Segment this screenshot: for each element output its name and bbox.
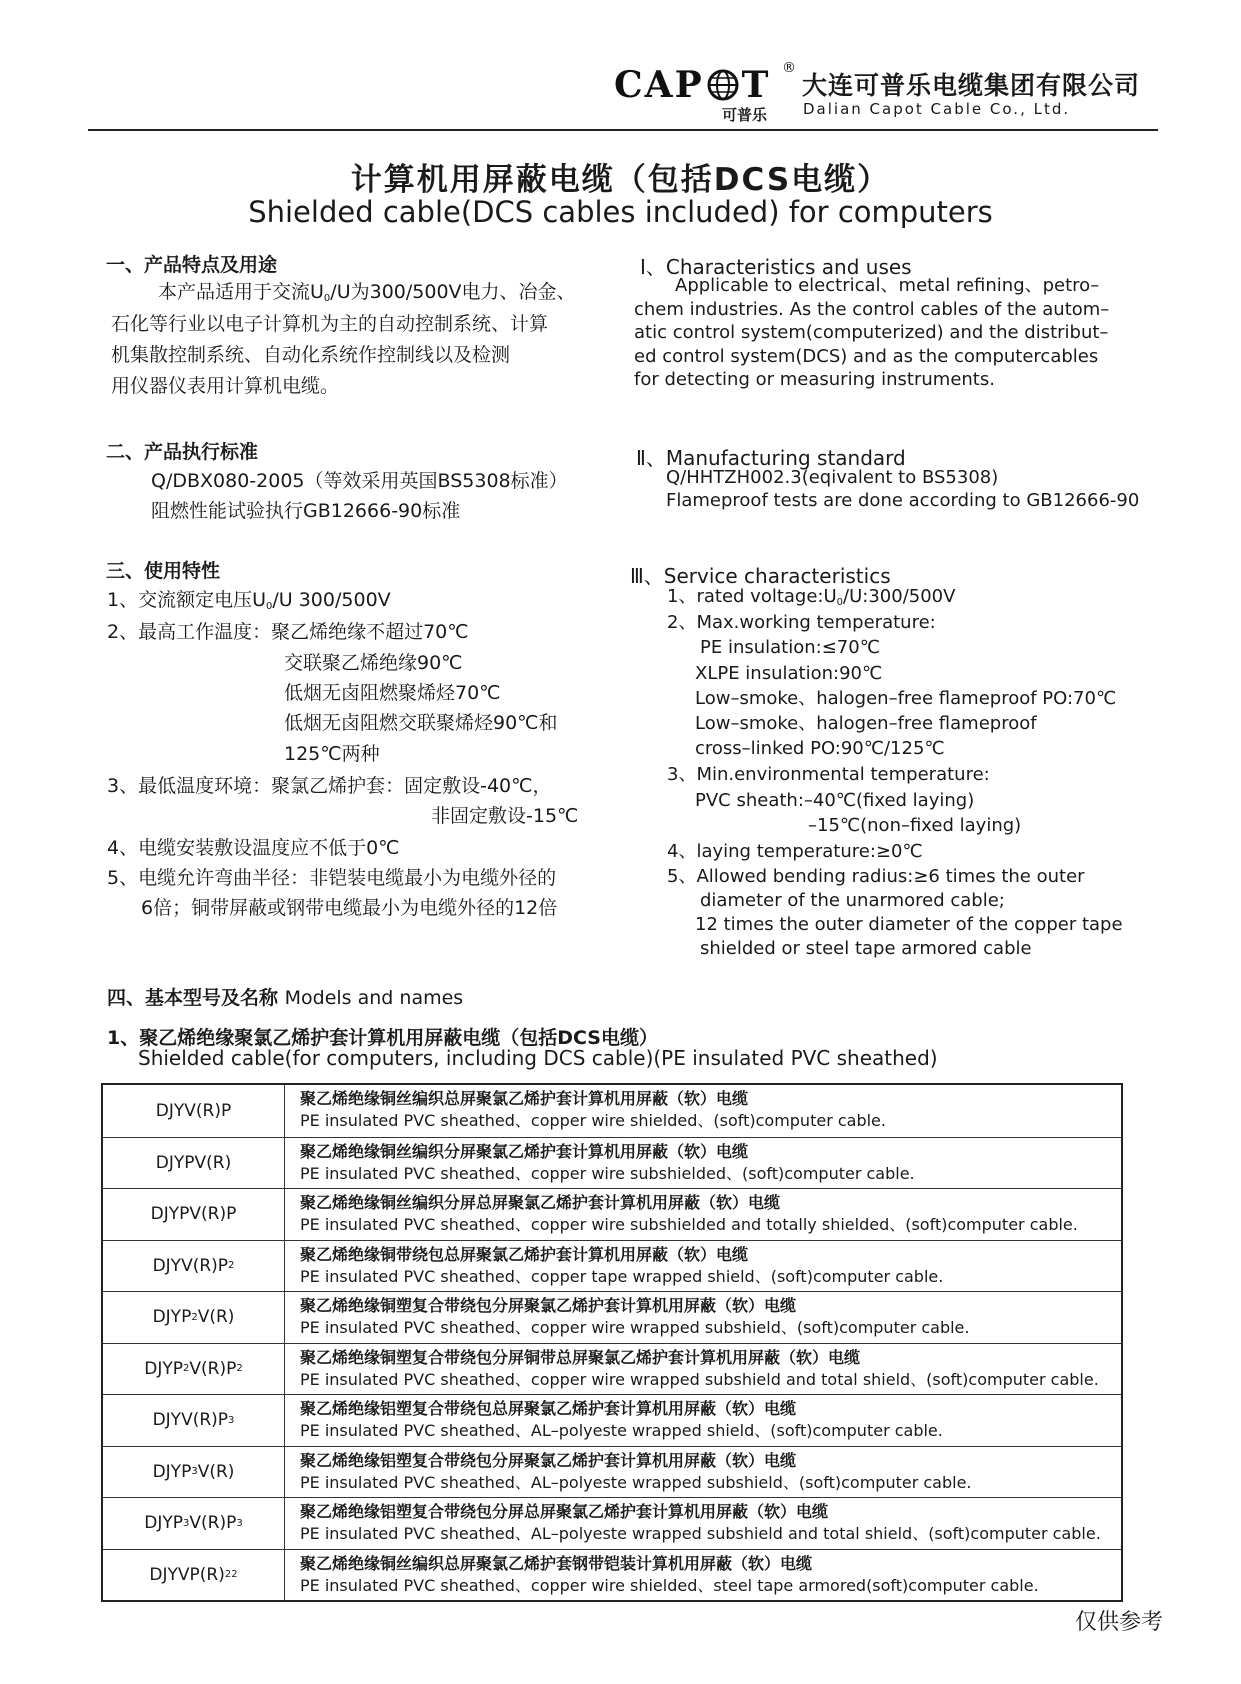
model-code: DJYPV(R) — [103, 1138, 285, 1189]
company-logo — [614, 64, 770, 106]
section4-subheading-en: Shielded cable(for computers, including DCS cable)(PE insulated PVC sheathed) — [138, 1046, 938, 1070]
model-name-en: PE insulated PVC sheathed、copper tape wrapped shield、(soft)computer cable. — [300, 1266, 944, 1286]
section3-cn-item2d: 低烟无卤阻燃交联聚烯烃90℃和 — [284, 712, 558, 734]
model-description — [300, 1295, 1117, 1338]
section1-cn-line2: 石化等行业以电子计算机为主的自动控制系统、计算 — [111, 313, 549, 335]
section1-cn-line3: 机集散控制系统、自动化系统作控制线以及检测 — [111, 344, 511, 366]
section3-en-item5c: 12 times the outer diameter of the copper tape — [695, 914, 1123, 935]
model-name-cn: 聚乙烯绝缘铜带绕包总屏聚氯乙烯护套计算机用屏蔽（软）电缆 — [300, 1244, 749, 1264]
section3-cn-item2b: 交联聚乙烯绝缘90℃ — [284, 652, 463, 674]
models-table — [101, 1083, 1123, 1602]
section3-cn-item3b: 非固定敷设-15℃ — [431, 805, 579, 827]
registered-mark: ® — [782, 60, 796, 76]
page-title-cn: 计算机用屏蔽电缆（包括DCS电缆） — [350, 162, 891, 198]
model-name-en: PE insulated PVC sheathed、copper wire subshielded、(soft)computer cable. — [300, 1163, 915, 1183]
table-row — [103, 1446, 1121, 1498]
section1-en-line2: chem industries. As the control cables of the autom– — [634, 299, 1110, 320]
section3-en-item3: 3、Min.environmental temperature: — [667, 764, 990, 785]
logo-text-left: CAP — [614, 64, 704, 106]
model-name-en: PE insulated PVC sheathed、copper wire shielded、(soft)computer cable. — [300, 1111, 886, 1130]
section3-cn-item1: 1、交流额定电压$U_0/U$ 300/500V — [107, 589, 391, 612]
logo-subtitle: 可普乐 — [722, 106, 768, 124]
section2-cn-line2: 阻燃性能试验执行GB12666-90标准 — [151, 500, 461, 522]
model-name-cn: 聚乙烯绝缘铜丝编织分屏总屏聚氯乙烯护套计算机用屏蔽（软）电缆 — [300, 1193, 781, 1212]
logo-text-right: T — [741, 64, 771, 106]
section1-cn-line4: 用仪器仪表用计算机电缆。 — [111, 375, 340, 397]
model-name-cn: 聚乙烯绝缘铝塑复合带绕包总屏聚氯乙烯护套计算机用屏蔽（软）电缆 — [300, 1399, 797, 1418]
section3-en-item2d: Low–smoke、halogen–free flameproof PO:70℃ — [695, 688, 1117, 709]
table-row — [103, 1137, 1121, 1189]
model-code: DJYV(R)P 2 — [103, 1241, 285, 1292]
model-description — [300, 1501, 1117, 1544]
section3-en-item5b: diameter of the unarmored cable; — [700, 890, 1005, 911]
section3-heading-en: Ⅲ、Service characteristics — [630, 564, 891, 588]
model-name-cn: 聚乙烯绝缘铜丝编织总屏聚氯乙烯护套钢带铠装计算机用屏蔽（软）电缆 — [300, 1553, 813, 1573]
model-name-cn: 聚乙烯绝缘铜塑复合带绕包分屏聚氯乙烯护套计算机用屏蔽（软）电缆 — [300, 1296, 797, 1315]
section3-en-item2c: XLPE insulation:90℃ — [695, 663, 883, 684]
section3-cn-item2: 2、最高工作温度：聚乙烯绝缘不超过70℃ — [107, 621, 469, 643]
section3-cn-item5: 5、电缆允许弯曲半径：非铠装电缆最小为电缆外径的 — [107, 867, 557, 889]
table-row — [103, 1549, 1121, 1601]
section3-en-item2: 2、Max.working temperature: — [667, 612, 936, 633]
section4-heading: 四、基本型号及名称 Models and names — [107, 987, 464, 1009]
section2-heading-cn: 二、产品执行标准 — [106, 441, 259, 463]
table-row — [103, 1240, 1121, 1292]
page-title-en: Shielded cable(DCS cables included) for computers — [248, 195, 993, 229]
model-code: DJYP 3 V(R) — [103, 1447, 285, 1498]
section3-en-item5d: shielded or steel tape armored cable — [700, 938, 1032, 959]
section3-en-item4: 4、laying temperature:≥0℃ — [667, 841, 923, 862]
model-name-cn: 聚乙烯绝缘铜丝编织分屏聚氯乙烯护套计算机用屏蔽（软）电缆 — [300, 1141, 749, 1161]
model-description — [300, 1192, 1117, 1235]
model-description — [300, 1088, 1117, 1131]
model-description — [300, 1450, 1117, 1493]
table-row — [103, 1394, 1121, 1446]
section1-cn-line1: 本产品适用于交流$U_0/U$为300/500V电力、冶金、 — [158, 281, 576, 304]
section3-en-item2e: Low–smoke、halogen–free flameproof — [695, 713, 1037, 734]
table-row — [103, 1085, 1121, 1137]
reference-note: 仅供参考 — [1075, 1610, 1164, 1635]
section2-en-line2: Flameproof tests are done according to GB12666-90 — [666, 490, 1140, 511]
section2-heading-en: Ⅱ、Manufacturing standard — [636, 446, 906, 470]
section3-en-item3b: PVC sheath:–40℃(fixed laying) — [695, 790, 975, 811]
table-row — [103, 1291, 1121, 1343]
model-description — [300, 1141, 1117, 1184]
section1-en-line4: ed control system(DCS) and as the computercables — [634, 346, 1099, 367]
model-description — [300, 1244, 1117, 1287]
section1-en-line1: Applicable to electrical、metal refining、petro– — [675, 275, 1100, 296]
section3-heading-cn: 三、使用特性 — [106, 560, 221, 582]
model-code: DJYV(R)P 3 — [103, 1395, 285, 1446]
section3-en-item2f: cross–linked PO:90℃/125℃ — [695, 738, 945, 759]
section1-heading-cn: 一、产品特点及用途 — [106, 254, 278, 276]
model-name-en: PE insulated PVC sheathed、copper wire wrapped subshield、(soft)computer cable. — [300, 1318, 970, 1337]
model-name-en: PE insulated PVC sheathed、AL–polyeste wrapped shield、(soft)computer cable. — [300, 1421, 943, 1440]
company-name-en: Dalian Capot Cable Co., Ltd. — [803, 100, 1071, 118]
model-code: DJYV(R)P — [103, 1085, 285, 1137]
section3-cn-item2e: 125℃两种 — [284, 743, 380, 765]
section2-en-line1: Q/HHTZH002.3(eqivalent to BS5308) — [666, 467, 999, 488]
model-name-en: PE insulated PVC sheathed、AL–polyeste wrapped subshield、(soft)computer cable. — [300, 1472, 972, 1492]
model-description — [300, 1553, 1117, 1596]
model-name-cn: 聚乙烯绝缘铜塑复合带绕包分屏铜带总屏聚氯乙烯护套计算机用屏蔽（软）电缆 — [300, 1347, 861, 1367]
model-name-en: PE insulated PVC sheathed、copper wire wrapped subshield and total shield、(soft)computer cable. — [300, 1369, 1099, 1389]
section3-cn-item5b: 6倍；铜带屏蔽或钢带电缆最小为电缆外径的12倍 — [141, 897, 558, 919]
section3-en-item2b: PE insulation:≤70℃ — [700, 637, 880, 658]
globe-icon — [706, 68, 740, 102]
section1-en-line5: for detecting or measuring instruments. — [634, 369, 995, 390]
table-row — [103, 1497, 1121, 1549]
model-description — [300, 1347, 1117, 1390]
model-code: DJYP 2 V(R)P 2 — [103, 1344, 285, 1395]
section3-cn-item3: 3、最低温度环境：聚氯乙烯护套：固定敷设-40℃， — [107, 775, 552, 797]
section3-cn-item4: 4、电缆安装敷设温度应不低于0℃ — [107, 837, 400, 859]
model-name-en: PE insulated PVC sheathed、copper wire subshielded and totally shielded、(soft)computer cable. — [300, 1215, 1078, 1234]
model-name-cn: 聚乙烯绝缘铝塑复合带绕包分屏聚氯乙烯护套计算机用屏蔽（软）电缆 — [300, 1450, 797, 1470]
model-name-en: PE insulated PVC sheathed、copper wire shielded、steel tape armored(soft)computer cable. — [300, 1575, 1039, 1595]
company-name-cn: 大连可普乐电缆集团有限公司 — [802, 71, 1141, 100]
section2-cn-line1: Q/DBX080-2005（等效采用英国BS5308标准） — [151, 470, 568, 492]
section3-en-item5: 5、Allowed bending radius:≥6 times the outer — [667, 866, 1085, 887]
section3-cn-item2c: 低烟无卤阻燃聚烯烃70℃ — [284, 682, 501, 704]
header-divider — [88, 129, 1158, 131]
model-description — [300, 1398, 1117, 1441]
model-code: DJYP 2 V(R) — [103, 1292, 285, 1343]
section3-en-item3c: –15℃(non–fixed laying) — [808, 815, 1022, 836]
model-name-en: PE insulated PVC sheathed、AL–polyeste wrapped subshield and total shield、(soft)computer cable. — [300, 1524, 1101, 1543]
section1-heading-en: Ⅰ、Characteristics and uses — [640, 255, 912, 279]
section3-en-item1: 1、rated $voltage:U_0/U:300/500V$ — [667, 586, 956, 608]
section1-en-line3: atic control system(computerized) and the distribut– — [634, 322, 1109, 343]
model-code: DJYP 3 V(R)P 3 — [103, 1498, 285, 1549]
model-code: DJYPV(R)P — [103, 1189, 285, 1240]
table-row — [103, 1188, 1121, 1240]
model-name-cn: 聚乙烯绝缘铝塑复合带绕包分屏总屏聚氯乙烯护套计算机用屏蔽（软）电缆 — [300, 1502, 829, 1521]
table-row — [103, 1343, 1121, 1395]
model-code: DJYVP(R) 22 — [103, 1550, 285, 1601]
section4-subheading-cn: 1、聚乙烯绝缘聚氯乙烯护套计算机用屏蔽电缆（包括DCS电缆） — [107, 1027, 658, 1049]
model-name-cn: 聚乙烯绝缘铜丝编织总屏聚氯乙烯护套计算机用屏蔽（软）电缆 — [300, 1089, 749, 1108]
